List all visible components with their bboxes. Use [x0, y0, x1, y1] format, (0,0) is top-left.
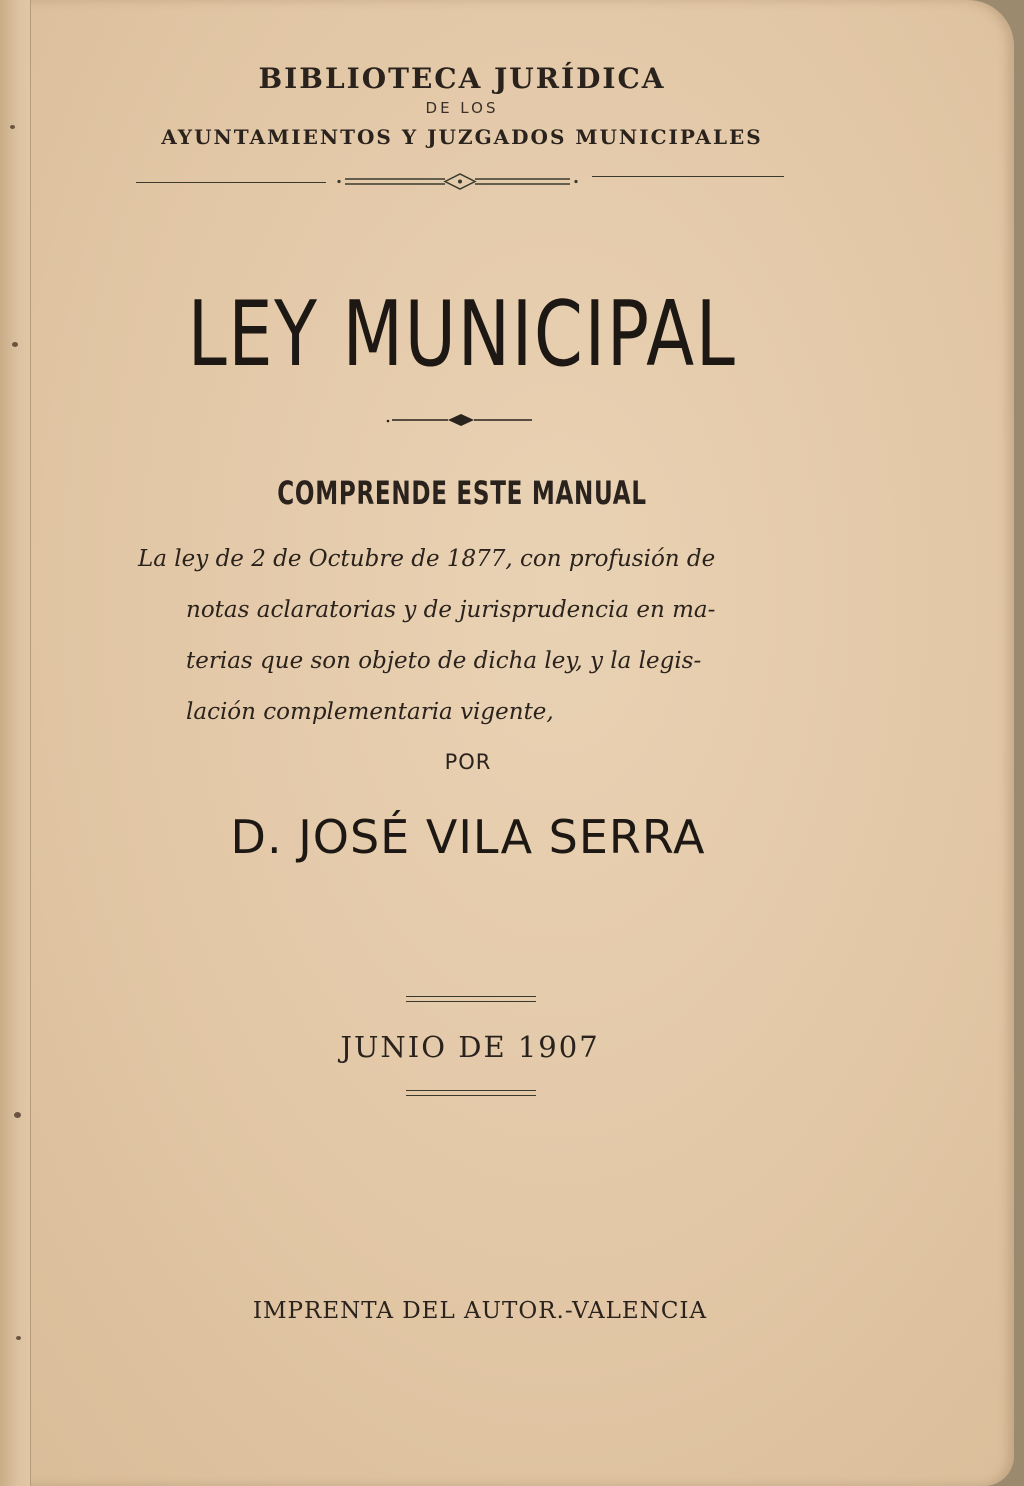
imprint: IMPRENTA DEL AUTOR.-VALENCIA	[252, 1298, 708, 1324]
description-line: notas aclaratorias y de jurisprudencia en ma-	[186, 597, 716, 623]
series-title: BIBLIOTECA JURÍDICA	[258, 62, 666, 95]
series-subtitle: AYUNTAMIENTOS Y JUZGADOS MUNICIPALES	[161, 125, 763, 149]
contents-description	[138, 534, 808, 738]
publication-date: JUNIO DE 1907	[340, 1030, 600, 1064]
date-rule-top	[406, 996, 536, 997]
description-line: La ley de 2 de Octubre de 1877, con profusión de	[138, 546, 716, 572]
book-spine	[0, 0, 31, 1486]
header-ornament	[335, 170, 585, 194]
description-line: lación complementaria vigente,	[186, 699, 554, 725]
title-ornament	[386, 410, 538, 430]
header-rule-left	[136, 182, 326, 183]
header-rule-right	[592, 176, 784, 177]
book-title: LEY MUNICIPAL	[187, 282, 737, 387]
series-connector: DE LOS	[425, 99, 499, 117]
date-rule-bottom	[406, 1090, 536, 1091]
date-rule-top	[406, 1001, 536, 1002]
by-label: POR	[444, 750, 492, 774]
author-name: D. JOSÉ VILA SERRA	[230, 810, 706, 864]
paper-speck	[12, 342, 18, 347]
date-rule-bottom	[406, 1095, 536, 1096]
paper-speck	[16, 1336, 21, 1340]
description-line: terias que son objeto de dicha ley, y la legis-	[186, 648, 702, 674]
contents-heading: COMPRENDE ESTE MANUAL	[277, 474, 647, 512]
paper-speck	[14, 1112, 21, 1118]
